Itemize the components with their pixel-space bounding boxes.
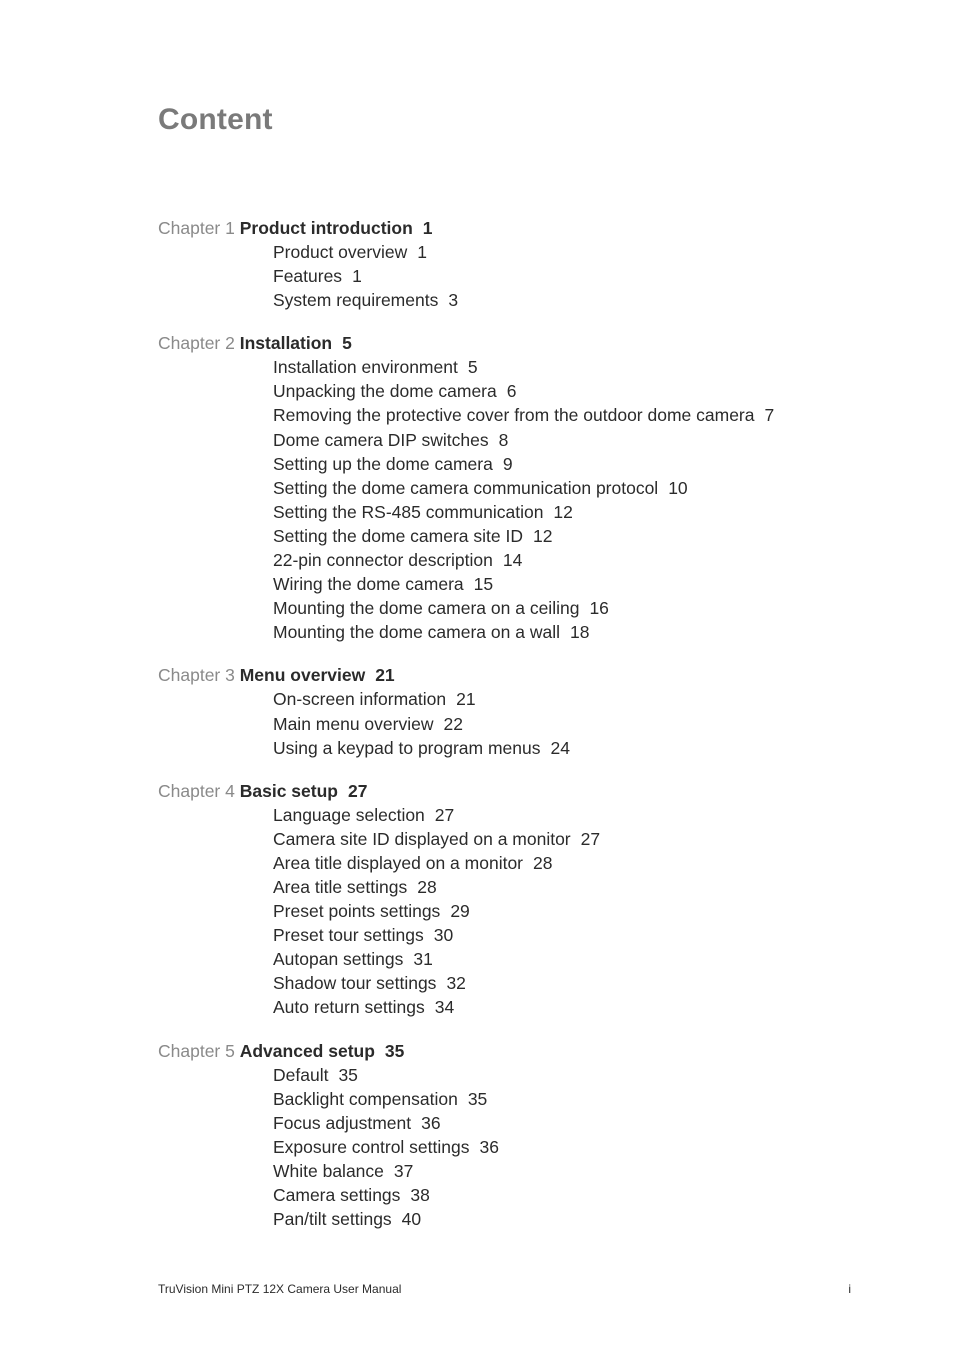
chapter-number: Chapter 3 [158,665,235,686]
section-title: White balance [273,1160,384,1181]
toc-entry[interactable] [158,500,858,524]
section-page-number: 22 [443,713,463,734]
toc-entry[interactable] [158,947,858,971]
section-page-number: 34 [434,997,455,1018]
section-title: Features [273,266,343,287]
chapter-heading[interactable] [158,331,858,355]
chapter-heading[interactable] [158,779,858,803]
section-page-number: 14 [502,550,523,571]
section-title: Mounting the dome camera on a ceiling [273,598,580,619]
section-page-number: 12 [532,525,553,546]
section-title: Camera settings [273,1185,401,1205]
toc-entry[interactable] [158,1183,858,1207]
chapter-title: Basic setup [239,780,338,801]
toc-entry[interactable] [158,403,858,427]
chapter-heading[interactable] [158,216,858,240]
chapter-title: Menu overview [239,665,366,686]
section-page-number: 7 [764,405,775,426]
section-title: Setting the dome camera site ID [273,525,523,546]
section-title: Mounting the dome camera on a wall [273,622,560,643]
section-title: Language selection [273,804,425,825]
toc-entry[interactable] [158,476,858,500]
section-title: Dome camera DIP switches [273,429,489,450]
section-page-number: 35 [467,1088,488,1109]
section-page-number: 28 [533,852,553,873]
toc-entry[interactable] [158,995,858,1019]
chapter-title: Installation [239,333,333,354]
toc-entry[interactable] [158,712,858,736]
chapter-page-number: 35 [384,1040,405,1061]
toc-entry[interactable] [158,264,858,288]
chapter-heading[interactable] [158,663,858,687]
section-title: Camera site ID displayed on a monitor [273,828,571,849]
section-page-number: 1 [417,242,427,262]
toc-entry[interactable] [158,620,858,644]
section-page-number: 38 [410,1185,430,1205]
chapter-page-number: 27 [347,780,368,801]
section-page-number: 8 [498,429,509,450]
section-page-number: 18 [569,622,590,643]
section-title: Backlight compensation [273,1088,458,1109]
toc-entry[interactable] [158,428,858,452]
section-title: Setting the RS-485 communication [273,501,544,522]
chapter-number: Chapter 1 [158,218,235,238]
section-page-number: 28 [417,876,437,897]
toc-entry[interactable] [158,452,858,476]
toc-entry[interactable] [158,1135,858,1159]
section-title: Preset points settings [273,901,441,922]
chapter-heading[interactable] [158,1039,858,1063]
section-list [158,355,858,644]
section-page-number: 5 [467,357,478,378]
section-title: System requirements [273,290,439,311]
chapter-title: Advanced setup [239,1040,375,1061]
toc-entry[interactable] [158,971,858,995]
section-page-number: 10 [668,477,688,498]
section-title: Preset tour settings [273,925,424,946]
section-page-number: 1 [352,266,362,287]
section-list [158,1063,858,1232]
section-page-number: 21 [456,689,476,710]
section-page-number: 15 [473,574,494,595]
chapter-title: Product introduction [239,218,413,238]
section-list [158,803,858,1020]
section-title: Using a keypad to program menus [273,737,541,758]
toc-entry[interactable] [158,572,858,596]
section-list [158,687,858,759]
section-title: Unpacking the dome camera [273,381,497,402]
toc-entry[interactable] [158,524,858,548]
toc-chapter [158,216,858,312]
toc-entry[interactable] [158,288,858,312]
section-title: Auto return settings [273,997,425,1018]
toc-entry[interactable] [158,899,858,923]
toc-entry[interactable] [158,1159,858,1183]
section-page-number: 40 [401,1209,422,1230]
section-page-number: 27 [434,804,455,825]
section-title: Setting up the dome camera [273,453,493,474]
toc-chapter [158,779,858,1020]
section-page-number: 32 [446,973,466,994]
toc-entry[interactable] [158,875,858,899]
section-page-number: 31 [413,949,433,970]
section-page-number: 24 [550,737,570,758]
section-title: Focus adjustment [273,1112,412,1133]
chapter-page-number: 5 [342,333,352,354]
footer-page-number: i [848,1282,851,1296]
page-title: Content [158,103,273,136]
section-page-number: 12 [553,501,573,522]
section-list [158,240,858,312]
toc-entry[interactable] [158,596,858,620]
toc-entry[interactable] [158,1111,858,1135]
section-title: Area title displayed on a monitor [273,852,523,873]
toc-entry[interactable] [158,736,858,760]
toc-chapter [158,331,858,644]
section-title: Pan/tilt settings [273,1209,392,1230]
chapter-page-number: 1 [422,218,433,238]
toc-entry[interactable] [158,548,858,572]
section-title: Area title settings [273,876,408,897]
section-title: Autopan settings [273,949,404,970]
section-title: Removing the protective cover from the outdoor dome camera [273,405,755,426]
toc-entry[interactable] [158,803,858,827]
toc-chapter [158,1039,858,1232]
section-page-number: 27 [580,828,601,849]
section-title: Main menu overview [273,713,434,734]
section-page-number: 16 [589,598,609,619]
section-page-number: 36 [421,1112,441,1133]
chapter-page-number: 21 [375,665,395,686]
section-title: Shadow tour settings [273,973,437,994]
toc-entry[interactable] [158,923,858,947]
section-page-number: 29 [450,901,470,922]
section-page-number: 36 [479,1136,499,1157]
section-title: On-screen information [273,689,447,710]
chapter-number: Chapter 4 [158,780,235,801]
section-title: Installation environment [273,357,458,378]
section-page-number: 9 [502,453,513,474]
section-page-number: 6 [506,381,517,402]
section-title: 22-pin connector description [273,550,493,571]
toc-entry[interactable] [158,851,858,875]
section-page-number: 30 [433,925,454,946]
section-title: Wiring the dome camera [273,574,464,595]
section-title: Setting the dome camera communication protocol [273,477,659,498]
section-title: Product overview [273,242,408,262]
toc-entry[interactable] [158,379,858,403]
section-title: Default [273,1064,329,1085]
toc-entry[interactable] [158,827,858,851]
footer-document-title: TruVision Mini PTZ 12X Camera User Manual [158,1282,402,1296]
toc-entry[interactable] [158,687,858,711]
section-title: Exposure control settings [273,1136,470,1157]
toc-entry[interactable] [158,1063,858,1087]
section-page-number: 3 [448,290,459,311]
section-page-number: 37 [393,1160,414,1181]
toc-entry[interactable] [158,1207,858,1231]
toc-entry[interactable] [158,240,858,264]
toc-chapter [158,663,858,759]
section-page-number: 35 [338,1064,358,1085]
table-of-contents [158,216,858,1250]
chapter-number: Chapter 2 [158,333,235,354]
toc-entry[interactable] [158,1087,858,1111]
toc-entry[interactable] [158,355,858,379]
chapter-number: Chapter 5 [158,1040,235,1061]
